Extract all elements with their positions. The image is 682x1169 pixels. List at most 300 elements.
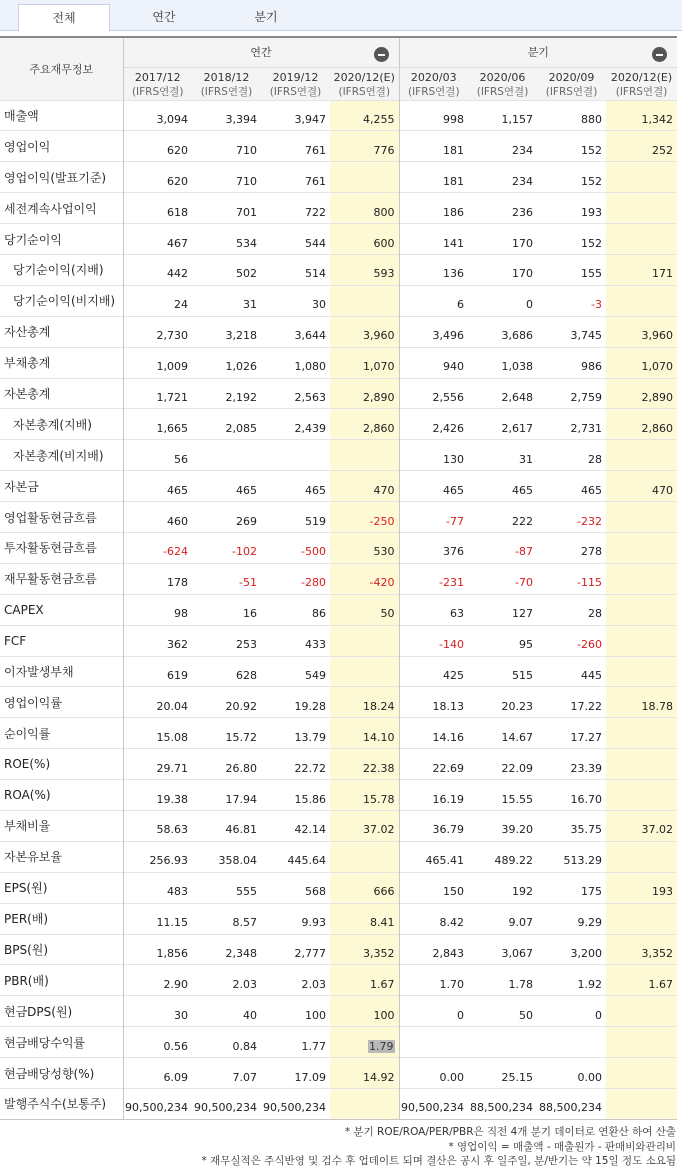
table-cell: 761 [261,162,330,193]
table-cell: 3,352 [330,934,399,965]
row-label[interactable]: 당기순이익(비지배) [0,285,123,316]
table-cell: 1.70 [399,965,468,996]
table-cell: 278 [537,532,606,563]
table-cell: 0.00 [537,1058,606,1089]
period-label: 2020/12(E) [333,70,395,84]
table-cell: 880 [537,100,606,131]
period-header [192,67,261,100]
table-cell: 1.92 [537,965,606,996]
table-row [0,409,677,440]
table-cell: 18.78 [606,687,677,718]
table-cell: 28 [537,440,606,471]
table-cell [330,162,399,193]
table-cell: 24 [123,285,192,316]
table-cell [606,285,677,316]
row-label[interactable]: EPS(원) [0,872,123,903]
table-row [0,563,677,594]
table-cell: 256.93 [123,841,192,872]
footnotes [202,1125,676,1169]
table-cell [606,224,677,255]
tab-all[interactable]: 전체 [18,4,110,32]
annual-group-label: 연간 [250,46,272,60]
table-cell: 7.07 [192,1058,261,1089]
table-cell: 30 [123,996,192,1027]
period-basis: (IFRS연결) [615,85,668,98]
table-cell: 152 [537,131,606,162]
row-label[interactable]: 영업이익(발표기준) [0,162,123,193]
table-cell: 3,644 [261,316,330,347]
table-cell: 50 [330,594,399,625]
table-cell: 175 [537,872,606,903]
table-row [0,594,677,625]
table-cell: 20.23 [468,687,537,718]
table-row [0,193,677,224]
financial-summary-table [0,36,677,1120]
table-cell: 2,843 [399,934,468,965]
table-cell: -260 [537,625,606,656]
table-cell: 100 [330,996,399,1027]
table-row [0,254,677,285]
period-basis: (IFRS연결) [200,85,253,98]
table-cell: 722 [261,193,330,224]
tab-bar [0,0,682,31]
table-cell: 16 [192,594,261,625]
period-header [261,67,330,100]
table-cell: 998 [399,100,468,131]
table-cell: 2,648 [468,378,537,409]
table-cell [606,841,677,872]
period-header [537,67,606,100]
table-cell: 2,890 [330,378,399,409]
table-cell [330,656,399,687]
period-label: 2020/06 [479,70,526,84]
table-cell: -87 [468,532,537,563]
period-label: 2020/09 [548,70,595,84]
table-cell: 37.02 [330,810,399,841]
table-row [0,934,677,965]
table-cell: 2,426 [399,409,468,440]
table-row [0,687,677,718]
table-cell: 130 [399,440,468,471]
period-basis: (IFRS연결) [476,85,529,98]
table-cell: 16.70 [537,780,606,811]
table-cell [606,440,677,471]
row-label[interactable]: 자본금 [0,471,123,502]
table-cell: 514 [261,254,330,285]
table-row [0,810,677,841]
row-label[interactable]: 영업이익률 [0,687,123,718]
table-cell: 513.29 [537,841,606,872]
period-label: 2017/12 [134,70,181,84]
table-row [0,996,677,1027]
row-label[interactable]: 자본유보율 [0,841,123,872]
table-cell [606,532,677,563]
row-label[interactable]: 영업이익 [0,131,123,162]
table-cell: -232 [537,502,606,533]
table-cell: 100 [261,996,330,1027]
highlighted-value: 1.79 [369,1039,394,1053]
table-cell: 152 [537,162,606,193]
table-cell: 17.09 [261,1058,330,1089]
table-cell [537,1027,606,1058]
table-cell: 483 [123,872,192,903]
table-cell: 1,080 [261,347,330,378]
table-cell: 28 [537,594,606,625]
table-cell: 152 [537,224,606,255]
table-cell: 3,218 [192,316,261,347]
table-cell: 22.38 [330,749,399,780]
table-cell [606,780,677,811]
table-cell: 11.15 [123,903,192,934]
table-cell: 0 [537,996,606,1027]
table-cell: -420 [330,563,399,594]
table-cell: 489.22 [468,841,537,872]
table-cell: 17.27 [537,718,606,749]
table-cell: 17.94 [192,780,261,811]
table-cell: 90,500,234 [192,1089,261,1120]
table-row [0,378,677,409]
table-row [0,625,677,656]
table-row [0,1089,677,1120]
table-cell: 619 [123,656,192,687]
table-row [0,224,677,255]
row-label[interactable]: CAPEX [0,594,123,625]
table-cell: 31 [468,440,537,471]
row-label[interactable]: 영업활동현금흐름 [0,502,123,533]
table-cell: 31 [192,285,261,316]
table-cell: 22.72 [261,749,330,780]
table-cell: 0 [468,285,537,316]
table-cell: 549 [261,656,330,687]
row-label[interactable]: 현금배당수익률 [0,1027,123,1058]
table-cell: 181 [399,162,468,193]
row-label[interactable]: BPS(원) [0,934,123,965]
table-cell: 2.03 [261,965,330,996]
row-label[interactable]: 현금배당성향(%) [0,1058,123,1089]
table-cell: 1,070 [606,347,677,378]
table-cell: 1.77 [261,1027,330,1058]
table-cell: 515 [468,656,537,687]
table-cell: 155 [537,254,606,285]
tab-quarter[interactable]: 분기 [254,10,278,24]
table-cell: 90,500,234 [123,1089,192,1120]
table-cell: 90,500,234 [261,1089,330,1120]
table-row [0,131,677,162]
table-cell: 1,342 [606,100,677,131]
table-row [0,718,677,749]
footnote: * 영업이익 = 매출액 - 매출원가 - 판매비와관리비 [448,1140,676,1153]
table-cell: 568 [261,872,330,903]
table-cell: 8.57 [192,903,261,934]
table-cell [330,1089,399,1120]
table-cell: 26.80 [192,749,261,780]
table-cell: 1.67 [606,965,677,996]
tab-annual[interactable]: 연간 [152,10,176,24]
table-cell [330,1027,399,1058]
table-cell: 15.72 [192,718,261,749]
table-cell: 18.24 [330,687,399,718]
row-label[interactable]: 당기순이익 [0,224,123,255]
row-label[interactable]: 자본총계 [0,378,123,409]
row-label[interactable]: 자본총계(비지배) [0,440,123,471]
row-label[interactable]: 이자발생부채 [0,656,123,687]
period-header [399,67,468,100]
table-cell: 1,009 [123,347,192,378]
collapse-annual-minus-icon[interactable] [374,47,389,62]
table-cell: 29.71 [123,749,192,780]
table-row [0,440,677,471]
table-cell [261,440,330,471]
table-cell: 20.92 [192,687,261,718]
table-cell: 465 [468,471,537,502]
row-label[interactable]: 순이익률 [0,718,123,749]
quarter-group-header [399,37,677,67]
period-label: 2018/12 [203,70,250,84]
table-cell: 3,960 [330,316,399,347]
row-label[interactable]: 당기순이익(지배) [0,254,123,285]
table-cell: 710 [192,131,261,162]
table-cell: 13.79 [261,718,330,749]
table-cell: 63 [399,594,468,625]
table-cell: -140 [399,625,468,656]
table-cell: 433 [261,625,330,656]
table-cell: 22.69 [399,749,468,780]
table-cell: 253 [192,625,261,656]
table-cell: 593 [330,254,399,285]
table-cell: 20.04 [123,687,192,718]
table-cell: 15.78 [330,780,399,811]
table-cell: 1,856 [123,934,192,965]
table-cell [606,996,677,1027]
table-cell: 1,721 [123,378,192,409]
table-cell: 192 [468,872,537,903]
table-cell: 460 [123,502,192,533]
table-cell: -115 [537,563,606,594]
table-cell: 776 [330,131,399,162]
table-row [0,502,677,533]
table-cell: 2.90 [123,965,192,996]
table-cell: -624 [123,532,192,563]
table-cell: 465 [192,471,261,502]
table-cell [330,841,399,872]
table-cell: 222 [468,502,537,533]
period-header [123,67,192,100]
table-cell: 39.20 [468,810,537,841]
table-cell: 442 [123,254,192,285]
table-cell: 9.93 [261,903,330,934]
table-row [0,471,677,502]
table-cell: 15.55 [468,780,537,811]
table-cell [606,594,677,625]
table-cell: 181 [399,131,468,162]
table-cell: 58.63 [123,810,192,841]
table-cell: 620 [123,131,192,162]
table-cell: 2,085 [192,409,261,440]
table-cell [606,162,677,193]
table-row [0,903,677,934]
row-label[interactable]: 부채비율 [0,810,123,841]
table-cell: 2,731 [537,409,606,440]
row-label[interactable]: PER(배) [0,903,123,934]
table-row [0,749,677,780]
row-label[interactable]: 재무활동현금흐름 [0,563,123,594]
table-cell: 701 [192,193,261,224]
table-cell: 6 [399,285,468,316]
period-header [468,67,537,100]
period-header [330,67,399,100]
table-cell: 761 [261,131,330,162]
row-label[interactable]: 발행주식수(보통주) [0,1089,123,1120]
table-cell: 465 [399,471,468,502]
table-cell: -70 [468,563,537,594]
row-label[interactable]: 자본총계(지배) [0,409,123,440]
table-cell [606,1089,677,1120]
table-cell: 4,255 [330,100,399,131]
table-cell: 555 [192,872,261,903]
table-cell: 35.75 [537,810,606,841]
table-cell: 3,394 [192,100,261,131]
table-cell: -250 [330,502,399,533]
table-cell: 9.29 [537,903,606,934]
table-cell: 3,067 [468,934,537,965]
table-cell: 2,730 [123,316,192,347]
table-cell: 23.39 [537,749,606,780]
table-cell [606,193,677,224]
table-cell: -51 [192,563,261,594]
table-cell: 470 [606,471,677,502]
table-row [0,162,677,193]
table-cell: 666 [330,872,399,903]
row-label[interactable]: 부채총계 [0,347,123,378]
row-header-title: 주요재무정보 [0,37,123,100]
period-label: 2020/03 [410,70,457,84]
table-cell: 234 [468,131,537,162]
table-cell [330,625,399,656]
table-row [0,780,677,811]
table-cell: 46.81 [192,810,261,841]
table-cell: 445 [537,656,606,687]
table-cell: 620 [123,162,192,193]
table-cell [606,718,677,749]
table-cell: 358.04 [192,841,261,872]
footnote: * 재무실적은 주식반영 및 검수 후 업데이트 되며 결산은 공시 후 일주일, 분/반기는 약 15일 정도 소요됨 [201,1155,676,1167]
table-cell: 8.42 [399,903,468,934]
collapse-quarter-minus-icon[interactable] [652,47,667,62]
table-cell: -77 [399,502,468,533]
table-cell: 3,094 [123,100,192,131]
table-cell: 56 [123,440,192,471]
table-cell: 0 [399,996,468,1027]
period-label: 2020/12(E) [610,70,673,84]
table-row [0,841,677,872]
row-label[interactable]: PBR(배) [0,965,123,996]
row-label[interactable]: 자산총계 [0,316,123,347]
table-cell: 234 [468,162,537,193]
table-cell: 470 [330,471,399,502]
table-cell: 3,352 [606,934,677,965]
period-label: 2019/12 [272,70,319,84]
table-cell: 22.09 [468,749,537,780]
table-cell [606,903,677,934]
table-cell: 2,617 [468,409,537,440]
table-row [0,965,677,996]
table-cell: 362 [123,625,192,656]
table-row [0,347,677,378]
table-cell [192,440,261,471]
table-cell: 2,759 [537,378,606,409]
table-row [0,285,677,316]
table-cell: 800 [330,193,399,224]
table-cell: 30 [261,285,330,316]
table-cell: 2,860 [606,409,677,440]
table-cell: 0.84 [192,1027,261,1058]
table-cell: 1,157 [468,100,537,131]
table-row [0,1058,677,1089]
table-cell: 2,348 [192,934,261,965]
row-label[interactable]: FCF [0,625,123,656]
row-label[interactable]: 매출액 [0,100,123,131]
table-cell: 1,665 [123,409,192,440]
table-cell: 15.86 [261,780,330,811]
table-row [0,100,677,131]
table-cell: 2,777 [261,934,330,965]
table-cell: 1,038 [468,347,537,378]
row-label[interactable]: ROE(%) [0,749,123,780]
table-cell: 88,500,234 [468,1089,537,1120]
table-cell: 1,026 [192,347,261,378]
table-cell: 193 [606,872,677,903]
table-cell [606,625,677,656]
row-label[interactable]: 세전계속사업이익 [0,193,123,224]
table-cell: 600 [330,224,399,255]
table-cell: 445.64 [261,841,330,872]
table-cell: 940 [399,347,468,378]
table-cell: 2.03 [192,965,261,996]
table-cell: 3,686 [468,316,537,347]
row-label[interactable]: 현금DPS(원) [0,996,123,1027]
table-cell: 986 [537,347,606,378]
table-cell: 252 [606,131,677,162]
table-cell: 186 [399,193,468,224]
table-cell: 1,070 [330,347,399,378]
table-cell: 465 [123,471,192,502]
quarter-group-label: 분기 [527,46,549,60]
table-cell: -500 [261,532,330,563]
table-cell: 19.38 [123,780,192,811]
table-cell: 37.02 [606,810,677,841]
table-cell: 0.56 [123,1027,192,1058]
table-cell: 2,890 [606,378,677,409]
table-cell: 136 [399,254,468,285]
table-cell: 6.09 [123,1058,192,1089]
period-basis: (IFRS연결) [407,85,460,98]
table-cell: 534 [192,224,261,255]
table-cell: 18.13 [399,687,468,718]
table-cell [606,1058,677,1089]
table-cell: 42.14 [261,810,330,841]
table-cell: 98 [123,594,192,625]
table-cell: 425 [399,656,468,687]
table-cell: 236 [468,193,537,224]
table-row [0,532,677,563]
table-cell: 465.41 [399,841,468,872]
table-cell: 2,439 [261,409,330,440]
period-basis: (IFRS연결) [545,85,598,98]
row-label[interactable]: 투자활동현금흐름 [0,532,123,563]
table-cell [468,1027,537,1058]
row-label[interactable]: ROA(%) [0,780,123,811]
table-cell: 127 [468,594,537,625]
